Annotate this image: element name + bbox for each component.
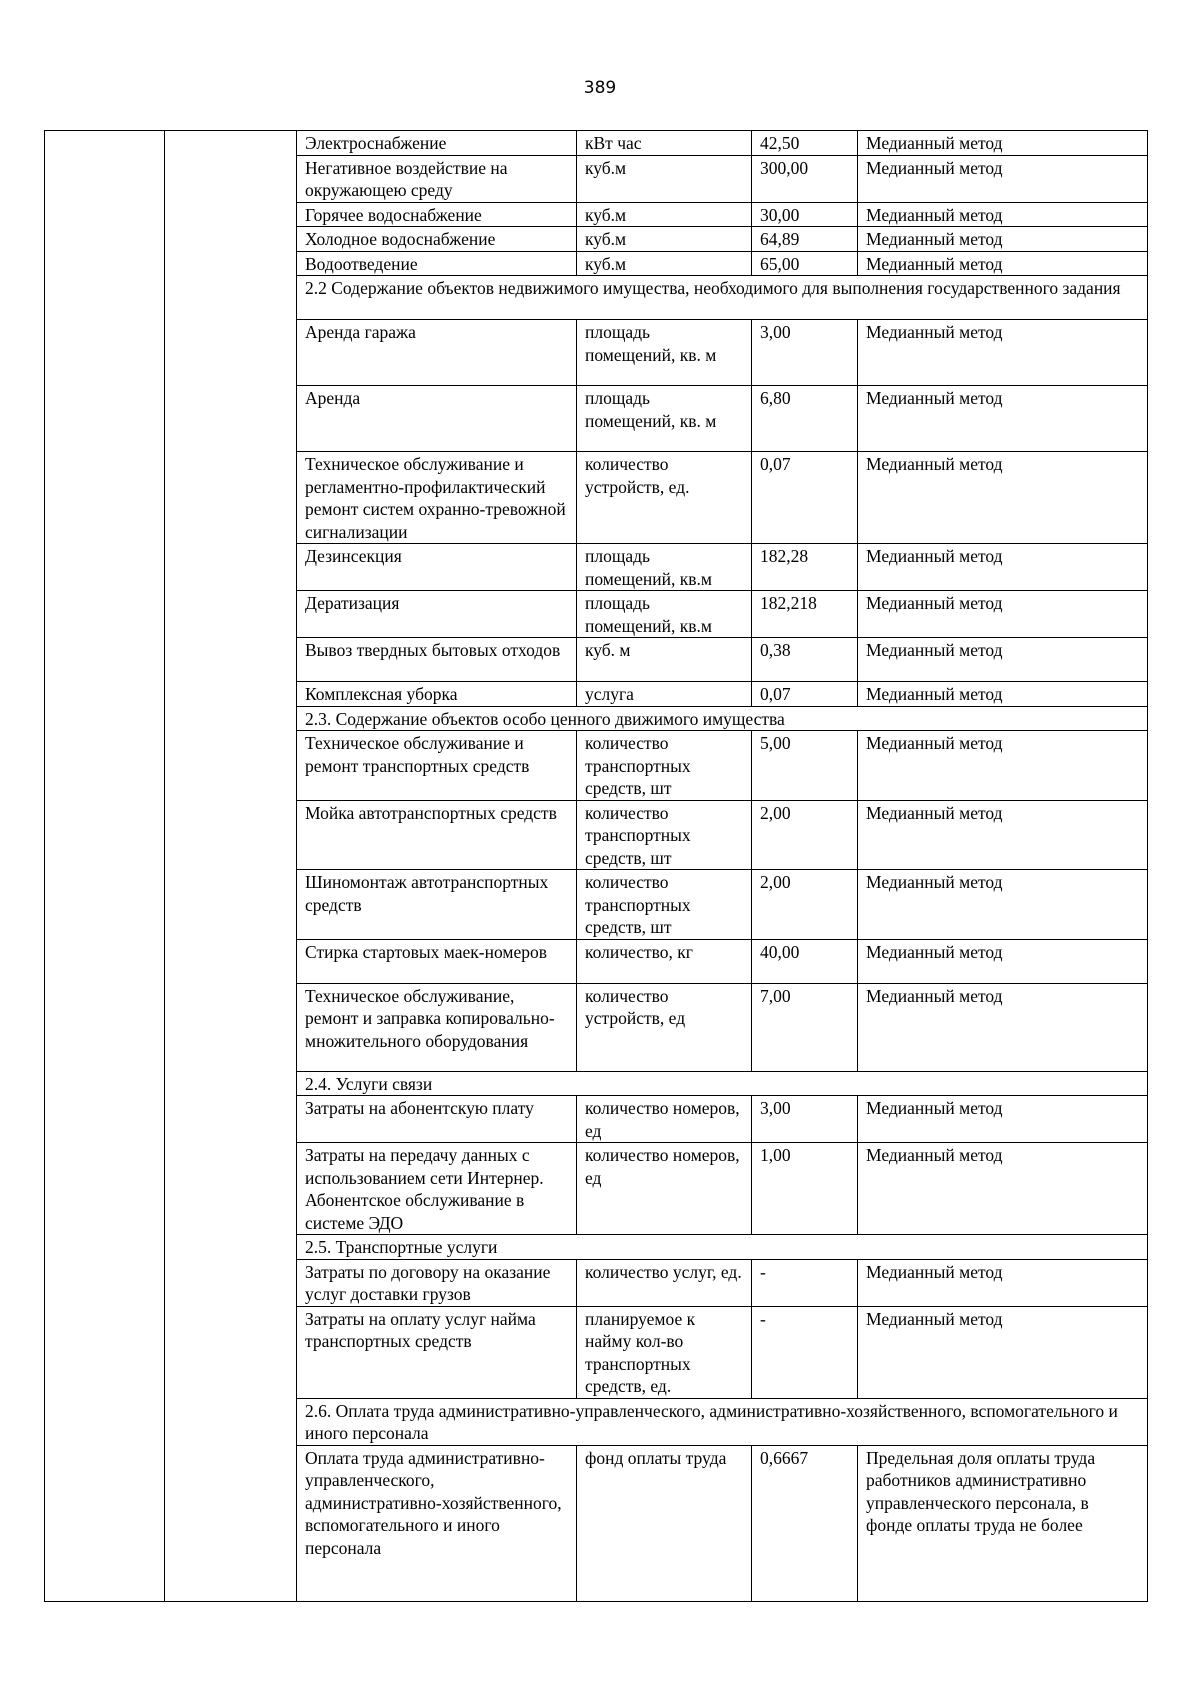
unit-cell: куб.м — [577, 202, 752, 227]
unit-cell: площадь помещений, кв. м — [577, 320, 752, 386]
method-cell: Медианный метод — [858, 731, 1148, 801]
item-name-cell: Техническое обслуживание, ремонт и заправка копировально-множительного оборудования — [297, 983, 577, 1071]
unit-cell: количество устройств, ед. — [577, 452, 752, 544]
section-title: 2.2 Содержание объектов недвижимого имущества, необходимого для выполнения государственного задания — [297, 276, 1148, 320]
value-cell: 2,00 — [752, 870, 858, 940]
unit-cell: площадь помещений, кв.м — [577, 591, 752, 638]
unit-cell: количество услуг, ед. — [577, 1259, 752, 1306]
unit-cell: количество транспортных средств, шт — [577, 870, 752, 940]
unit-cell: планируемое к найму кол-во транспортных средств, ед. — [577, 1306, 752, 1398]
method-cell: Медианный метод — [858, 983, 1148, 1071]
unit-cell: услуга — [577, 682, 752, 707]
unit-cell: количество устройств, ед — [577, 983, 752, 1071]
item-name-cell: Аренда — [297, 386, 577, 452]
method-cell: Медианный метод — [858, 452, 1148, 544]
unit-cell: количество транспортных средств, шт — [577, 800, 752, 870]
section-title: 2.6. Оплата труда административно-управленческого, административно-хозяйственного, вспомогательного и иного персонала — [297, 1398, 1148, 1445]
method-cell: Медианный метод — [858, 800, 1148, 870]
value-cell: - — [752, 1259, 858, 1306]
value-cell: 7,00 — [752, 983, 858, 1071]
norms-table — [44, 130, 1148, 1602]
item-name-cell: Оплата труда административно-управленческого, административно-хозяйственного, вспомогательного и иного персонала — [297, 1445, 577, 1601]
unit-cell: количество, кг — [577, 939, 752, 983]
section-title: 2.4. Услуги связи — [297, 1071, 1148, 1096]
section-title: 2.5. Транспортные услуги — [297, 1235, 1148, 1260]
page-number: 389 — [583, 78, 617, 98]
table-row — [45, 131, 1148, 156]
blank-column-cell — [45, 131, 165, 1602]
item-name-cell: Аренда гаража — [297, 320, 577, 386]
unit-cell: площадь помещений, кв.м — [577, 544, 752, 591]
method-cell: Медианный метод — [858, 386, 1148, 452]
value-cell: 0,6667 — [752, 1445, 858, 1601]
method-cell: Медианный метод — [858, 1143, 1148, 1235]
unit-cell: количество номеров, ед — [577, 1096, 752, 1143]
method-cell: Медианный метод — [858, 227, 1148, 252]
unit-cell: количество номеров, ед — [577, 1143, 752, 1235]
item-name-cell: Комплексная уборка — [297, 682, 577, 707]
value-cell: 64,89 — [752, 227, 858, 252]
method-cell: Медианный метод — [858, 591, 1148, 638]
value-cell: 3,00 — [752, 320, 858, 386]
unit-cell: количество транспортных средств, шт — [577, 731, 752, 801]
item-name-cell: Техническое обслуживание и регламентно-профилактический ремонт систем охранно-тревожной сигнализации — [297, 452, 577, 544]
item-name-cell: Техническое обслуживание и ремонт транспортных средств — [297, 731, 577, 801]
value-cell: 30,00 — [752, 202, 858, 227]
method-cell: Медианный метод — [858, 155, 1148, 202]
method-cell: Медианный метод — [858, 320, 1148, 386]
method-cell: Медианный метод — [858, 939, 1148, 983]
method-cell: Предельная доля оплаты труда работников административно управленческого персонала, в фонде оплаты труда не более — [858, 1445, 1148, 1601]
item-name-cell: Дератизация — [297, 591, 577, 638]
value-cell: 5,00 — [752, 731, 858, 801]
value-cell: 42,50 — [752, 131, 858, 156]
unit-cell: фонд оплаты труда — [577, 1445, 752, 1601]
method-cell: Медианный метод — [858, 1096, 1148, 1143]
value-cell: 0,38 — [752, 638, 858, 682]
method-cell: Медианный метод — [858, 1259, 1148, 1306]
value-cell: 182,218 — [752, 591, 858, 638]
value-cell: 182,28 — [752, 544, 858, 591]
item-name-cell: Вывоз твердных бытовых отходов — [297, 638, 577, 682]
method-cell: Медианный метод — [858, 638, 1148, 682]
unit-cell: куб.м — [577, 155, 752, 202]
value-cell: 2,00 — [752, 800, 858, 870]
method-cell: Медианный метод — [858, 682, 1148, 707]
method-cell: Медианный метод — [858, 202, 1148, 227]
method-cell: Медианный метод — [858, 131, 1148, 156]
value-cell: 65,00 — [752, 251, 858, 276]
section-title: 2.3. Содержание объектов особо ценного движимого имущества — [297, 706, 1148, 731]
method-cell: Медианный метод — [858, 870, 1148, 940]
unit-cell: кВт час — [577, 131, 752, 156]
value-cell: 0,07 — [752, 452, 858, 544]
method-cell: Медианный метод — [858, 544, 1148, 591]
unit-cell: куб.м — [577, 251, 752, 276]
method-cell: Медианный метод — [858, 1306, 1148, 1398]
item-name-cell: Затраты на передачу данных с использованием сети Интернер. Абонентское обслуживание в системе ЭДО — [297, 1143, 577, 1235]
item-name-cell: Затраты на оплату услуг найма транспортных средств — [297, 1306, 577, 1398]
item-name-cell: Холодное водоснабжение — [297, 227, 577, 252]
unit-cell: площадь помещений, кв. м — [577, 386, 752, 452]
value-cell: 1,00 — [752, 1143, 858, 1235]
value-cell: - — [752, 1306, 858, 1398]
item-name-cell: Электроснабжение — [297, 131, 577, 156]
item-name-cell: Дезинсекция — [297, 544, 577, 591]
unit-cell: куб.м — [577, 227, 752, 252]
item-name-cell: Водоотведение — [297, 251, 577, 276]
item-name-cell: Мойка автотранспортных средств — [297, 800, 577, 870]
item-name-cell: Затраты по договору на оказание услуг доставки грузов — [297, 1259, 577, 1306]
value-cell: 6,80 — [752, 386, 858, 452]
method-cell: Медианный метод — [858, 251, 1148, 276]
value-cell: 300,00 — [752, 155, 858, 202]
item-name-cell: Горячее водоснабжение — [297, 202, 577, 227]
item-name-cell: Негативное воздействие на окружающею среду — [297, 155, 577, 202]
value-cell: 3,00 — [752, 1096, 858, 1143]
item-name-cell: Шиномонтаж автотранспортных средств — [297, 870, 577, 940]
value-cell: 40,00 — [752, 939, 858, 983]
unit-cell: куб. м — [577, 638, 752, 682]
item-name-cell: Затраты на абонентскую плату — [297, 1096, 577, 1143]
value-cell: 0,07 — [752, 682, 858, 707]
blank-column-cell — [165, 131, 297, 1602]
item-name-cell: Стирка стартовых маек-номеров — [297, 939, 577, 983]
